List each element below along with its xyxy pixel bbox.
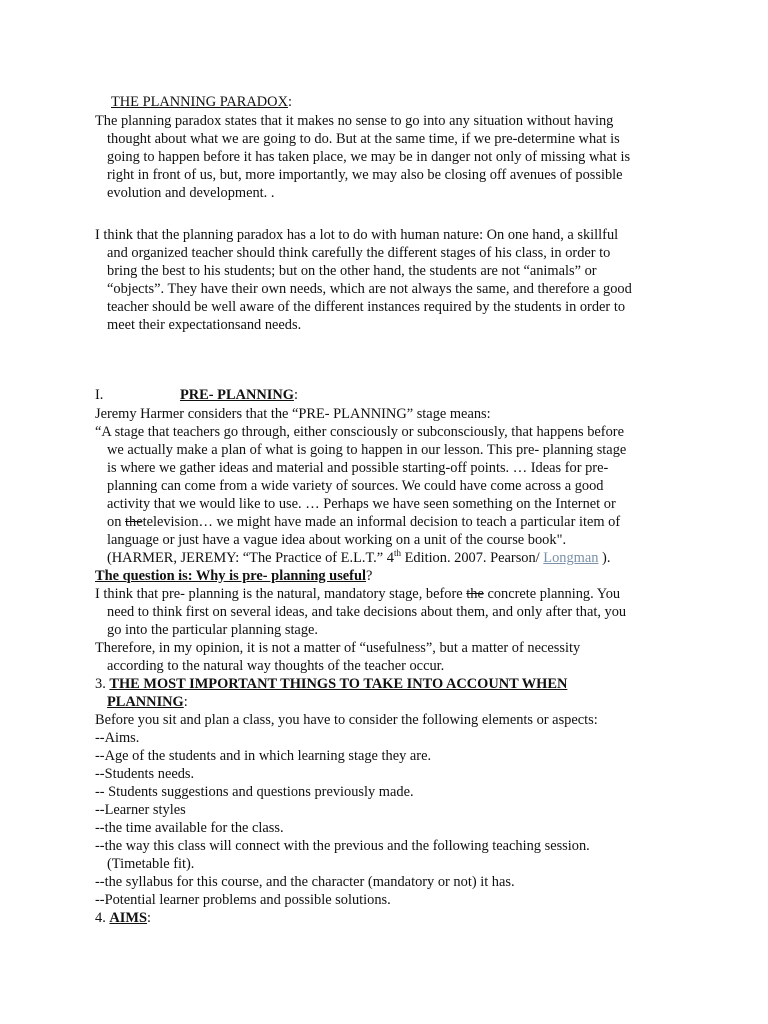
question-text: The question is: Why is pre- planning useful — [95, 568, 366, 584]
quote-line: we actually make a plan of what is going to happen in our lesson. This pre- planning stage — [107, 442, 627, 458]
list-item: --the way this class will connect with the previous and the following teaching session. — [95, 838, 590, 854]
list-item: --Learner styles — [95, 802, 186, 818]
title-colon: : — [287, 94, 292, 110]
considerations-intro: Before you sit and plan a class, you have to consider the following elements or aspects: — [95, 712, 598, 728]
section-3-heading-continued — [95, 693, 667, 711]
quote-line: is where we gather ideas and material and possible starting-off points. … Ideas for pre- — [107, 460, 609, 476]
quote-line: planning can come from a wide variety of sources. We could have come across a good — [107, 478, 604, 494]
paragraph-line: “objects”. They have their own needs, which are not always the same, and therefore a good — [107, 281, 632, 297]
citation-text: ). — [598, 550, 611, 566]
paragraph-line: meet their expectationsand needs. — [107, 317, 302, 333]
necessity-line: Therefore, in my opinion, it is not a matter of “usefulness”, but a matter of necessity — [95, 640, 581, 656]
section-4-heading — [95, 909, 667, 927]
quote-text: television… we might have made an informal decision to teach a particular item of — [142, 514, 621, 530]
page-title — [111, 92, 292, 112]
list-item: -- Students suggestions and questions previously made. — [95, 784, 414, 800]
section-number: I. — [95, 387, 104, 403]
paragraph-line: and organized teacher should think carefully the different stages of his class, in order to — [107, 245, 611, 261]
section-number: 4. — [95, 910, 110, 926]
list-item: --Potential learner problems and possible solutions. — [95, 892, 391, 908]
struck-word: the — [466, 586, 484, 602]
question-mark: ? — [365, 568, 373, 584]
section-title: PRE- PLANNING — [180, 387, 294, 403]
quote-line: activity that we would like to use. … Perhaps we have seen something on the Internet or — [107, 496, 616, 512]
opinion-paragraph — [95, 226, 667, 334]
quote-line: language or just have a vague idea about working on a unit of the course book". — [107, 532, 567, 548]
list-item: --Age of the students and in which learning stage they are. — [95, 748, 432, 764]
harmer-section — [95, 405, 667, 927]
answer-line: go into the particular planning stage. — [107, 622, 319, 638]
harmer-intro: Jeremy Harmer considers that the “PRE- PLANNING” stage means: — [95, 406, 491, 422]
paragraph-line: bring the best to his students; but on the other hand, the students are not “animals” or — [107, 263, 597, 279]
list-item: --Students needs. — [95, 766, 195, 782]
section-title: AIMS — [109, 910, 147, 926]
paragraph-line: I think that the planning paradox has a lot to do with human nature: On one hand, a skillful — [95, 227, 619, 243]
paragraph-line: evolution and development. . — [107, 185, 275, 201]
section-colon: : — [293, 387, 298, 403]
answer-line: need to think first on several ideas, and take decisions about them, and only after that, you — [107, 604, 627, 620]
paragraph-line: teacher should be well aware of the different instances required by the students in order to — [107, 299, 626, 315]
paragraph-line: thought about what we are going to do. But at the same time, if we pre-determine what is — [107, 131, 620, 147]
section-colon: : — [146, 910, 151, 926]
question-heading — [95, 567, 667, 585]
citation-text: (HARMER, JEREMY: “The Practice of E.L.T.” 4 — [107, 550, 394, 566]
list-item-continuation: (Timetable fit). — [107, 856, 195, 872]
list-item: --the time available for the class. — [95, 820, 284, 836]
quote-line — [95, 513, 667, 531]
paragraph-line: right in front of us, but, more importantly, we may also be closing off avenues of possible — [107, 167, 623, 183]
paradox-paragraph — [95, 112, 667, 202]
section-title: PLANNING — [107, 694, 184, 710]
answer-text: I think that pre- planning is the natural, mandatory stage, before — [95, 586, 467, 602]
section-3-heading — [95, 675, 667, 693]
list-item: --the syllabus for this course, and the character (mandatory or not) it has. — [95, 874, 515, 890]
section-title: THE MOST IMPORTANT THINGS TO TAKE INTO ACCOUNT WHEN — [109, 676, 568, 692]
paragraph-line: going to happen before it has taken place, we may be in danger not only of missing what is — [107, 149, 631, 165]
title-text: THE PLANNING PARADOX — [111, 94, 288, 110]
section-colon: : — [183, 694, 188, 710]
section-1-heading — [95, 386, 298, 404]
quote-text: on — [107, 514, 125, 530]
citation-superscript: th — [393, 548, 401, 559]
longman-link[interactable]: Longman — [543, 550, 599, 566]
citation-text: Edition. 2007. Pearson/ — [400, 550, 544, 566]
struck-word: the — [125, 514, 143, 530]
paragraph-line: The planning paradox states that it makes no sense to go into any situation without having — [95, 113, 614, 129]
necessity-line: according to the natural way thoughts of the teacher occur. — [107, 658, 445, 674]
citation — [95, 549, 667, 567]
answer-line — [95, 585, 667, 603]
section-number: 3. — [95, 676, 110, 692]
answer-text: concrete planning. You — [483, 586, 621, 602]
quote-line: “A stage that teachers go through, either consciously or subconsciously, that happens before — [95, 424, 624, 440]
list-item: --Aims. — [95, 730, 140, 746]
